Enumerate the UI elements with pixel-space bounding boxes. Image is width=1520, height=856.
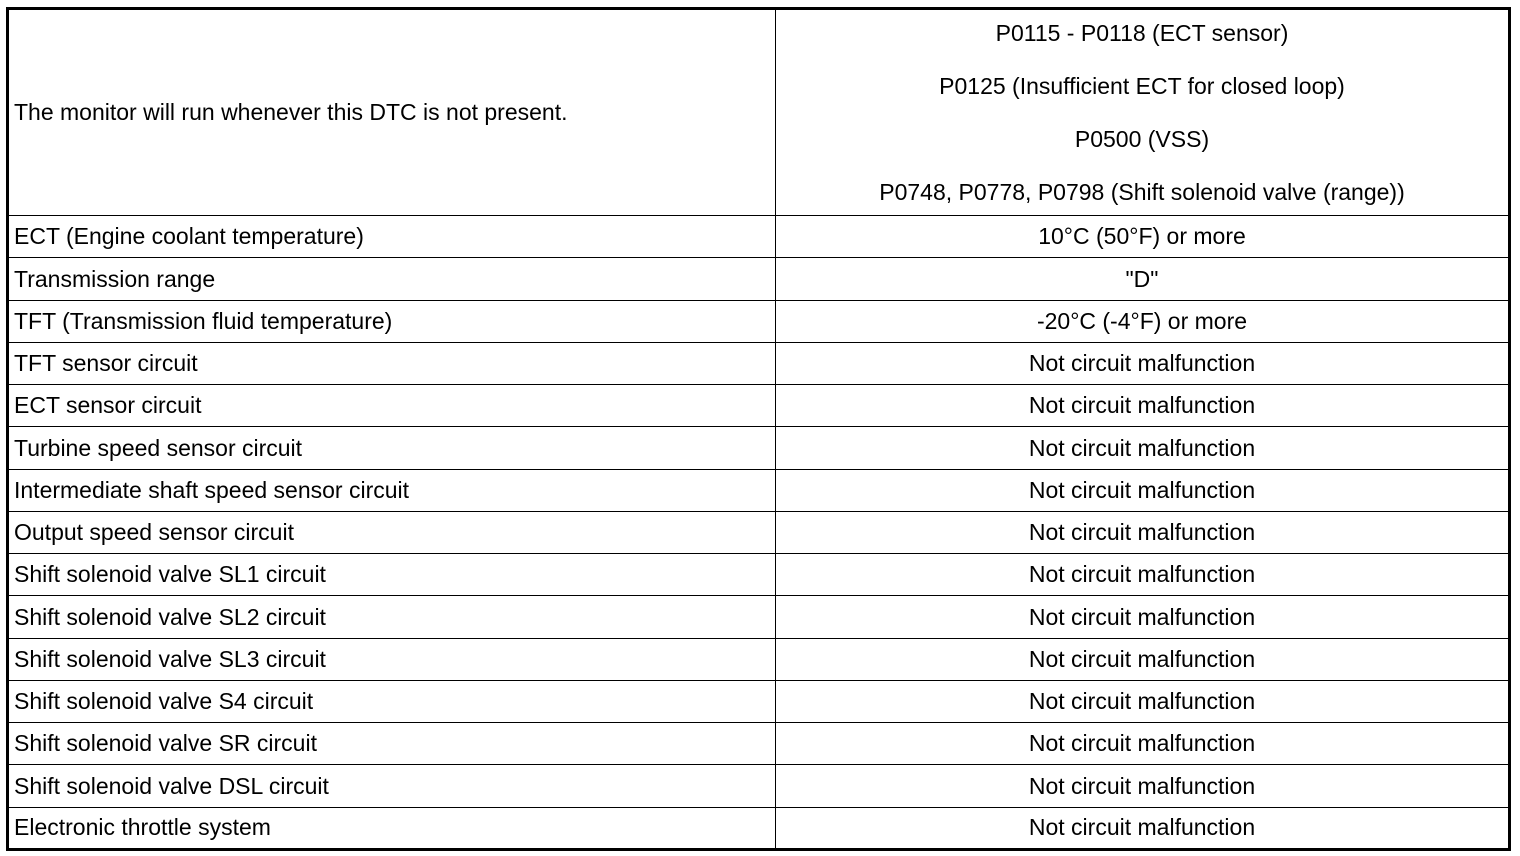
value-cell: Not circuit malfunction (776, 342, 1510, 384)
value-cell: Not circuit malfunction (776, 723, 1510, 765)
condition-cell: Shift solenoid valve SL3 circuit (8, 638, 776, 680)
table-row (8, 469, 1510, 511)
condition-cell: ECT (Engine coolant temperature) (8, 216, 776, 258)
dtc-condition-cell: The monitor will run whenever this DTC is not present. (8, 9, 776, 216)
condition-cell: ECT sensor circuit (8, 385, 776, 427)
value-cell: Not circuit malfunction (776, 596, 1510, 638)
table-row (8, 216, 1510, 258)
table-row (8, 511, 1510, 553)
dtc-list (776, 14, 1508, 212)
value-cell: Not circuit malfunction (776, 469, 1510, 511)
value-cell: Not circuit malfunction (776, 680, 1510, 722)
table-row (8, 723, 1510, 765)
table-row (8, 765, 1510, 807)
dtc-item: P0748, P0778, P0798 (Shift solenoid valve (range)) (879, 178, 1405, 205)
value-cell: Not circuit malfunction (776, 638, 1510, 680)
condition-cell: Shift solenoid valve SR circuit (8, 723, 776, 765)
condition-cell: Intermediate shaft speed sensor circuit (8, 469, 776, 511)
value-cell: Not circuit malfunction (776, 554, 1510, 596)
table-row (8, 638, 1510, 680)
value-cell: Not circuit malfunction (776, 385, 1510, 427)
table-row (8, 342, 1510, 384)
table-row (8, 807, 1510, 849)
condition-cell: Shift solenoid valve DSL circuit (8, 765, 776, 807)
table-row (8, 554, 1510, 596)
value-cell: -20°C (-4°F) or more (776, 300, 1510, 342)
condition-cell: Electronic throttle system (8, 807, 776, 849)
value-cell: Not circuit malfunction (776, 807, 1510, 849)
conditions-table (6, 7, 1511, 851)
condition-cell: Output speed sensor circuit (8, 511, 776, 553)
condition-cell: Shift solenoid valve S4 circuit (8, 680, 776, 722)
value-cell: "D" (776, 258, 1510, 300)
dtc-row (8, 9, 1510, 216)
condition-cell: Shift solenoid valve SL1 circuit (8, 554, 776, 596)
table-row (8, 385, 1510, 427)
table-row (8, 300, 1510, 342)
condition-cell: Shift solenoid valve SL2 circuit (8, 596, 776, 638)
table-row (8, 427, 1510, 469)
value-cell: 10°C (50°F) or more (776, 216, 1510, 258)
value-cell: Not circuit malfunction (776, 427, 1510, 469)
dtc-list-cell (776, 9, 1510, 216)
condition-cell: TFT (Transmission fluid temperature) (8, 300, 776, 342)
table-row (8, 258, 1510, 300)
condition-cell: TFT sensor circuit (8, 342, 776, 384)
value-cell: Not circuit malfunction (776, 511, 1510, 553)
value-cell: Not circuit malfunction (776, 765, 1510, 807)
dtc-item: P0115 - P0118 (ECT sensor) (995, 19, 1289, 46)
condition-cell: Turbine speed sensor circuit (8, 427, 776, 469)
table-row (8, 680, 1510, 722)
dtc-item: P0125 (Insufficient ECT for closed loop) (939, 72, 1345, 99)
condition-cell: Transmission range (8, 258, 776, 300)
dtc-item: P0500 (VSS) (1074, 125, 1210, 152)
table-row (8, 596, 1510, 638)
